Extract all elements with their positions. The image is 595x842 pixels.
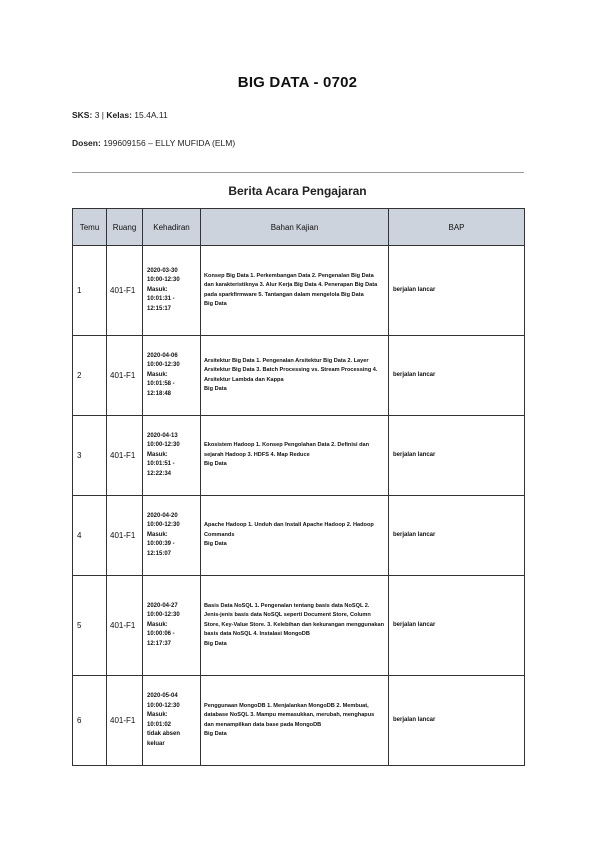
section-title: Berita Acara Pengajaran	[228, 184, 367, 198]
bahan-line: Arsitektur Big Data 1. Pengenalan Arsitektur Big Data 2. Layer Arsitektur Big Data 3. Batch Processing vs. Stream Processing 4. Arsitektur Lambda dan Kappa	[204, 357, 378, 383]
sks-label: SKS:	[72, 110, 93, 120]
table-row	[73, 246, 525, 336]
bahan-line: Konsep Big Data 1. Perkembangan Data 2. Pengenalan Big Data dan karakteristiknya 3. Alur Kerja Big Data 4. Penerapan Big Data pada sparkfirmware 5. Tantangan dalam mengelola Big Data	[204, 272, 378, 298]
kehadiran-line: 10:00-12:30	[147, 277, 180, 284]
kehadiran-line: 2020-04-13	[147, 432, 178, 439]
bahan-line: Penggunaan MongoDB 1. Menjalankan MongoDB 2. Membuat, database NoSQL 3. Mampu memasukkan, merubah, menghapus dan menampilkan data base pada MongoDB	[204, 702, 375, 728]
kehadiran-line: 10:01:31 -	[147, 296, 175, 303]
kehadiran-line: 2020-03-30	[147, 267, 178, 274]
cell-kehadiran	[143, 576, 201, 676]
kehadiran-line: 12:15:17	[147, 305, 172, 312]
cell-bahan-kajian	[201, 496, 389, 576]
kehadiran-line: 10:01:51 -	[147, 461, 175, 468]
kehadiran-line: 10:00-12:30	[147, 612, 180, 619]
kehadiran-line: 12:15:07	[147, 550, 172, 557]
kehadiran-line: 2020-05-04	[147, 693, 178, 699]
cell-bap: berjalan lancar	[389, 576, 525, 676]
cell-ruang: 401-F1	[107, 576, 143, 676]
sks-value: 3	[94, 110, 100, 120]
kehadiran-line: 2020-04-27	[147, 602, 178, 609]
kehadiran-line: tidak absen	[147, 731, 181, 737]
cell-temu: 1	[73, 246, 107, 336]
kehadiran-line: 10:00-12:30	[147, 702, 180, 709]
bahan-line: Big Data	[204, 731, 227, 737]
cell-kehadiran	[143, 336, 201, 416]
kehadiran-line: keluar	[147, 740, 165, 747]
kehadiran-line: 12:18:48	[147, 390, 172, 397]
cell-bahan-kajian	[201, 676, 389, 766]
bahan-line: Ekosistem Hadoop 1. Konsep Pengolahan Data 2. Definisi dan sejarah Hadoop 3. HDFS 4. Map Reduce	[204, 442, 370, 458]
kehadiran-line: Masuk:	[147, 621, 168, 628]
bahan-line: Big Data	[204, 541, 227, 548]
cell-bap: berjalan lancar	[389, 496, 525, 576]
table-row	[73, 676, 525, 766]
table-row	[73, 416, 525, 496]
cell-temu: 4	[73, 496, 107, 576]
header-temu: Temu	[73, 209, 107, 246]
page-title: BIG DATA - 0702	[237, 74, 358, 91]
dosen-value: 199609156 – ELLY MUFIDA (ELM)	[103, 138, 236, 148]
course-meta	[72, 110, 168, 120]
bahan-line: Basis Data NoSQL 1. Pengenalan tentang basis data NoSQL 2. Jenis-jenis basis data NoSQL seperti Document Store, Column Store, Key-Value Store. 3. Kelebihan dan kekurangan menggunakan basis data NoSQL 4. Instalasi MongoDB	[204, 602, 384, 638]
kehadiran-line: 2020-04-06	[147, 352, 178, 359]
attendance-table	[72, 208, 525, 766]
kehadiran-line: 10:00:06 -	[147, 631, 175, 638]
header-bahan-kajian: Bahan Kajian	[201, 209, 389, 246]
bahan-line: Apache Hadoop 1. Unduh dan Install Apache Hadoop 2. Hadoop Commands	[204, 522, 374, 538]
cell-ruang: 401-F1	[107, 676, 143, 766]
dosen-label: Dosen:	[72, 138, 101, 148]
kehadiran-line: 12:17:37	[147, 640, 172, 647]
kehadiran-line: Masuk:	[147, 531, 168, 538]
bahan-line: Big Data	[204, 461, 227, 468]
cell-temu: 5	[73, 576, 107, 676]
kehadiran-line: 10:00:39 -	[147, 541, 175, 548]
table-row	[73, 496, 525, 576]
cell-bahan-kajian	[201, 416, 389, 496]
kehadiran-line: 10:00-12:30	[147, 442, 180, 449]
kehadiran-line: Masuk:	[147, 371, 168, 378]
meta-separator: |	[101, 110, 105, 120]
bahan-line: Big Data	[204, 640, 227, 647]
cell-temu: 6	[73, 676, 107, 766]
cell-ruang: 401-F1	[107, 336, 143, 416]
header-bap: BAP	[389, 209, 525, 246]
header-ruang: Ruang	[107, 209, 143, 246]
kehadiran-line: Masuk:	[147, 451, 168, 458]
bahan-line: Big Data	[204, 386, 227, 392]
divider	[72, 172, 524, 173]
bahan-line: Big Data	[204, 301, 227, 307]
cell-temu: 3	[73, 416, 107, 496]
kelas-value: 15.4A.11	[134, 110, 168, 120]
cell-kehadiran	[143, 246, 201, 336]
kehadiran-line: 10:01:58 -	[147, 381, 175, 388]
table-row	[73, 336, 525, 416]
table-header-row	[73, 209, 525, 246]
cell-bap: berjalan lancar	[389, 336, 525, 416]
cell-bap: berjalan lancar	[389, 676, 525, 766]
kehadiran-line: 10:01:02	[147, 721, 172, 728]
cell-bahan-kajian	[201, 576, 389, 676]
kelas-label: Kelas:	[106, 110, 132, 120]
cell-bap: berjalan lancar	[389, 416, 525, 496]
kehadiran-line: Masuk:	[147, 712, 168, 718]
cell-ruang: 401-F1	[107, 416, 143, 496]
kehadiran-line: 12:22:34	[147, 470, 172, 477]
table-row	[73, 576, 525, 676]
kehadiran-line: 10:00-12:30	[147, 522, 180, 529]
kehadiran-line: Masuk:	[147, 286, 168, 293]
cell-bahan-kajian	[201, 246, 389, 336]
cell-bahan-kajian	[201, 336, 389, 416]
cell-bap: berjalan lancar	[389, 246, 525, 336]
kehadiran-line: 2020-04-20	[147, 512, 178, 519]
kehadiran-line: 10:00-12:30	[147, 362, 180, 369]
cell-temu: 2	[73, 336, 107, 416]
cell-ruang: 401-F1	[107, 496, 143, 576]
cell-ruang: 401-F1	[107, 246, 143, 336]
cell-kehadiran	[143, 416, 201, 496]
header-kehadiran: Kehadiran	[143, 209, 201, 246]
lecturer-meta	[72, 138, 235, 148]
cell-kehadiran	[143, 496, 201, 576]
cell-kehadiran	[143, 676, 201, 766]
